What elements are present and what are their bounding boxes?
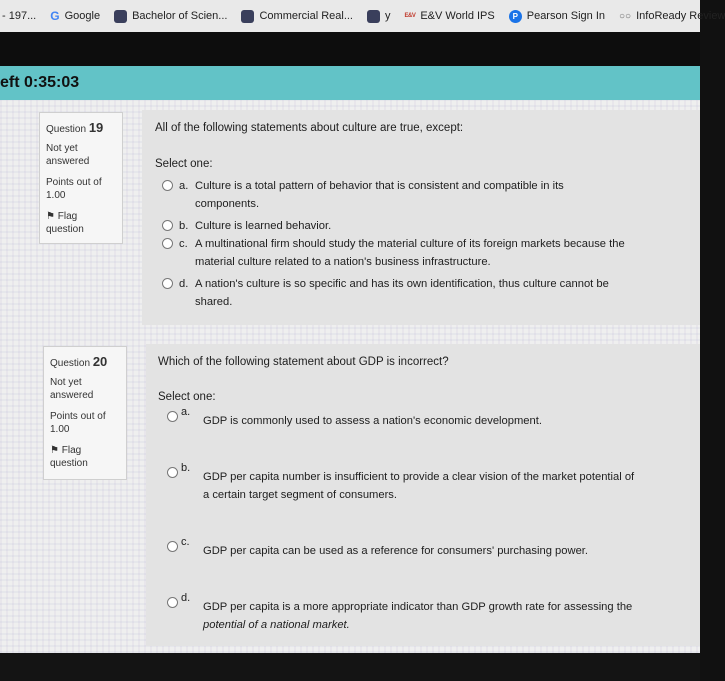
question-status: answered [50, 390, 94, 401]
bookmark-label: InfoReady Review [636, 10, 725, 22]
points-value: 1.00 [50, 424, 70, 435]
bookmark-commercial[interactable] [241, 10, 353, 23]
flag-icon: ⚑ [46, 211, 55, 222]
radio-button[interactable] [162, 278, 173, 289]
points-label: Points out of [46, 177, 102, 188]
bookmark-y[interactable] [367, 10, 391, 23]
question-20-info [43, 346, 127, 480]
footer-dark-band [0, 653, 700, 681]
question-title: Question 20 [50, 354, 108, 369]
ev-icon: E&V [404, 13, 416, 19]
pearson-icon: P [509, 10, 522, 23]
infoready-icon: ○○ [619, 10, 632, 22]
question-19-info [39, 112, 123, 244]
flag-icon: ⚑ [50, 445, 59, 456]
bookmark-bachelor[interactable] [114, 10, 227, 23]
option-d[interactable]: d. A nation's culture is so specific and has its own identification, thus culture cannot be shared. [162, 275, 682, 311]
bookmark-pearson[interactable] [509, 10, 605, 23]
folder-icon [241, 10, 254, 23]
bookmark-label: Commercial Real... [259, 10, 353, 22]
option-a[interactable]: a. GDP is commonly used to assess a nation's economic development. [167, 408, 687, 438]
bookmark-label: Bachelor of Scien... [132, 10, 228, 22]
bookmark-google[interactable] [50, 9, 100, 23]
bookmark-label: E&V World IPS [420, 10, 495, 22]
question-status: Not yet [46, 143, 78, 154]
folder-icon [367, 10, 380, 23]
bookmark-label: y [385, 10, 391, 22]
select-one-label: Select one: [155, 158, 213, 170]
radio-button[interactable] [167, 467, 178, 478]
google-icon: G [50, 9, 60, 23]
bookmark-infoready[interactable] [619, 10, 725, 22]
bookmark-label: - 197... [2, 10, 37, 22]
bookmark-label: Pearson Sign In [526, 10, 606, 22]
question-number: 20 [92, 354, 108, 369]
question-number: 19 [88, 120, 104, 135]
flag-question-20[interactable]: ⚑ Flag question [50, 445, 88, 469]
quiz-content [0, 100, 700, 653]
browser-dark-band [0, 32, 700, 66]
bookmark-item[interactable] [2, 10, 36, 22]
points-value: 1.00 [46, 190, 66, 201]
question-status: Not yet [50, 377, 82, 388]
option-d[interactable]: d. GDP per capita is a more appropriate indicator than GDP growth rate for assessing the potential of a national market. [167, 594, 687, 638]
folder-icon [114, 10, 127, 23]
question-19-panel [142, 110, 700, 325]
question-20-panel [146, 344, 700, 646]
bookmarks-bar [0, 0, 725, 32]
points-label: Points out of [50, 411, 106, 422]
flag-question-19[interactable]: ⚑ Flag question [46, 211, 84, 235]
radio-button[interactable] [167, 411, 178, 422]
option-a[interactable]: a. Culture is a total pattern of behavior that is consistent and compatible in its components. [162, 177, 682, 213]
bookmark-ev-world[interactable] [405, 10, 495, 22]
question-text: All of the following statements about culture are true, except: [155, 122, 464, 134]
question-status: answered [46, 156, 90, 167]
bookmark-label: Google [64, 10, 101, 22]
radio-button[interactable] [162, 180, 173, 191]
select-one-label: Select one: [158, 391, 216, 403]
radio-button[interactable] [167, 541, 178, 552]
radio-button[interactable] [167, 597, 178, 608]
radio-button[interactable] [162, 238, 173, 249]
question-title: Question 19 [46, 120, 104, 135]
radio-button[interactable] [162, 220, 173, 231]
question-text: Which of the following statement about GDP is incorrect? [158, 356, 449, 368]
option-b[interactable]: b. Culture is learned behavior. [162, 217, 682, 235]
option-c[interactable]: c. GDP per capita can be used as a reference for consumers' purchasing power. [167, 538, 687, 568]
option-c[interactable]: c. A multinational firm should study the material culture of its foreign markets because the material culture related to a nation's business infrastructure. [162, 235, 692, 271]
option-b[interactable]: b. GDP per capita number is insufficient to provide a clear vision of the market potential of a certain target segment of consumers. [167, 464, 687, 504]
quiz-timer: eft 0:35:03 [0, 66, 700, 100]
